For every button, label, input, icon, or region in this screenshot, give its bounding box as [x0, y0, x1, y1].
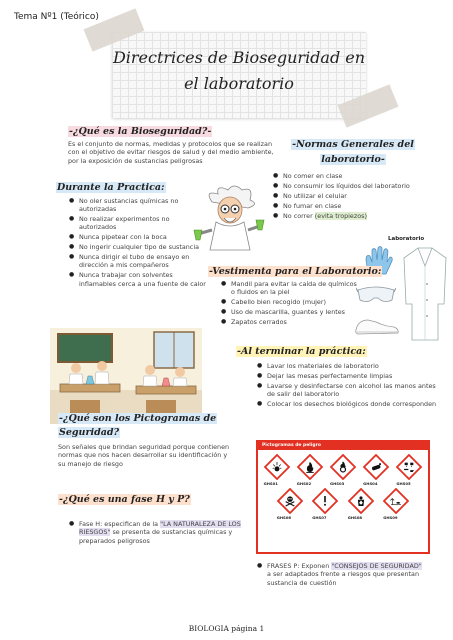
normas-item: ● No correr (evita tropiezos) — [283, 212, 446, 220]
ghs-pictogram — [295, 454, 325, 486]
ghs-code: GHS05 — [396, 481, 411, 486]
fase-p-highlight: "CONSEJOS DE SEGURIDAD" — [331, 562, 422, 570]
durante-list — [66, 197, 208, 290]
normas-list — [270, 172, 446, 221]
que-es-heading: -¿Qué es la Bioseguridad?- — [69, 126, 212, 137]
al-terminar-list — [254, 362, 444, 410]
ghs-pictogram — [394, 454, 424, 486]
ghs-code: GHS07 — [312, 515, 327, 520]
normas-item: ● No utilizar el celular — [283, 192, 446, 200]
exclamation-mark-icon — [312, 488, 338, 514]
ghs-code: GHS03 — [329, 481, 345, 486]
durante-item: ● No ingerir cualquier tipo de sustancia — [79, 243, 208, 251]
ghs-pictogram — [381, 488, 411, 520]
durante-item: ● No realizar experimentos no autorizados — [79, 215, 208, 232]
ghs-row — [258, 450, 428, 486]
durante-item: ● No oler sustancias químicas no autorizadas — [79, 197, 208, 214]
environment-icon — [383, 488, 409, 514]
mad-scientist-illustration — [192, 180, 268, 256]
ghs-row — [258, 486, 428, 520]
fase-p-list — [254, 562, 424, 588]
al-terminar-item: ● Lavarse y desinfectarse con alcohol las manos antes de salir del laboratorio — [267, 382, 444, 399]
laboratory-classroom-illustration — [50, 328, 202, 424]
ghs-code: GHS04 — [363, 481, 378, 486]
fase-h-item: ● Fase H: especifican de la "LA NATURALEZA DE LOS RIESGOS" se presenta de sustancias químicas y preparados peligrosos — [79, 520, 244, 545]
durante-heading: Durante la Practica: — [57, 182, 165, 193]
ghs-chart-title: Pictogramas de peligro — [258, 442, 428, 450]
ghs-code: GHS02 — [296, 481, 312, 486]
page-topic: Tema Nº1 (Teórico) — [14, 12, 99, 22]
ghs-pictogram — [275, 488, 305, 520]
ghs-code: GHS09 — [383, 515, 398, 520]
safety-goggles-icon — [356, 282, 396, 306]
al-terminar-heading: -Al terminar la práctica: — [237, 346, 366, 357]
que-es-text: Es el conjunto de normas, medidas y protocolos que se realizan con el objetivo de evitar riesgos de salud y del medio ambiente, por la exposición de sustancias peligrosas — [68, 140, 274, 165]
title-line-1: Directrices de Bioseguridad en — [112, 48, 366, 67]
pictogramas-text: Son señales que brindan seguridad porque contienen normas que nos hacen desarrollar su identificación y su manejo de riesgo — [58, 443, 230, 468]
normas-item: ● No comer en clase — [283, 172, 446, 180]
al-terminar-item: ● Dejar las mesas perfectamente limpias — [267, 372, 444, 380]
page-footer: BIOLOGIA página 1 — [188, 624, 265, 633]
ghs-pictogram — [262, 454, 292, 486]
durante-item: ● Nunca trabajar con solventes inflamables cerca a una fuente de calor — [79, 271, 208, 288]
health-hazard-icon — [348, 488, 374, 514]
gas-cylinder-icon — [363, 454, 389, 480]
ghs-pictogram — [310, 488, 340, 520]
corrosion-icon — [396, 454, 422, 480]
ghs-code: GHS01 — [263, 481, 278, 486]
fase-heading: -¿Qué es una fase H y P? — [59, 494, 190, 505]
normas-heading: -Normas Generales del laboratorio- — [292, 139, 414, 165]
lab-coat-icon — [402, 244, 448, 344]
lab-shoes-icon — [354, 314, 400, 338]
normas-suffix-highlight: (evita tropiezos) — [314, 211, 367, 220]
vestimenta-item: ● Zapatos cerrados — [231, 318, 358, 326]
ghs-code: GHS08 — [347, 515, 363, 520]
ghs-pictogram — [361, 454, 391, 486]
ghs-pictogram — [346, 488, 376, 520]
pictogramas-heading: -¿Qué son los Pictogramas de Seguridad? — [59, 413, 217, 438]
normas-item: ● No fumar en clase — [283, 202, 446, 210]
normas-item: ● No consumir los líquidos del laboratorio — [283, 182, 446, 190]
vestimenta-item: ● Mandil para evitar la caída de químicos o fluidos en la piel — [231, 280, 358, 297]
vestimenta-heading: -Vestimenta para el Laboratorio: — [209, 266, 382, 277]
ghs-chart — [256, 440, 430, 554]
fase-p-item: ● FRASES P: Exponen "CONSEJOS DE SEGURIDAD" a ser adaptados frente a riesgos que presentan sustancia de cuestión — [267, 562, 424, 587]
durante-item: ● Nunca dirigir el tubo de ensayo en dirección a mis compañeros — [79, 253, 208, 270]
skull-crossbones-icon — [277, 488, 303, 514]
ghs-pictogram — [328, 454, 358, 486]
durante-item: ● Nunca pipetear con la boca — [79, 233, 208, 241]
vestimenta-item: ● Uso de mascarilla, guantes y lentes — [231, 308, 358, 316]
exploding-bomb-icon — [264, 454, 290, 480]
equipment-label: Laboratorio — [388, 236, 425, 242]
al-terminar-item: ● Colocar los desechos biológicos donde corresponden — [267, 400, 444, 408]
fase-h-highlight: "LA NATURALEZA DE LOS RIESGOS" — [79, 520, 241, 537]
ghs-code: GHS06 — [276, 515, 292, 520]
al-terminar-item: ● Lavar los materiales de laboratorio — [267, 362, 444, 370]
vestimenta-item: ● Cabello bien recogido (mujer) — [231, 298, 358, 306]
flame-over-circle-icon — [330, 454, 356, 480]
flame-icon — [297, 454, 323, 480]
fase-h-list — [66, 520, 244, 546]
vestimenta-list — [218, 280, 358, 328]
title-line-2: el laboratorio — [184, 74, 294, 93]
